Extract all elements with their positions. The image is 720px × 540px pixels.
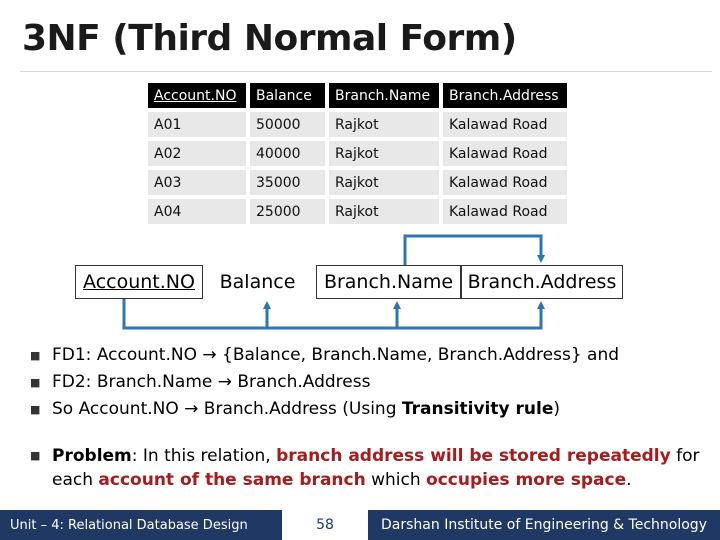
cell-branch-name: Rajkot bbox=[329, 141, 443, 166]
problem-statement bbox=[30, 444, 700, 492]
header-branch-address: Branch.Address bbox=[443, 83, 567, 108]
header-branch-name: Branch.Name bbox=[329, 83, 443, 108]
problem-label: Problem bbox=[52, 446, 132, 466]
header-balance: Balance bbox=[250, 83, 329, 108]
footer-page-number: 58 bbox=[282, 510, 368, 540]
list-item-fd3 bbox=[30, 396, 619, 423]
dep-attr-branch-name: Branch.Name bbox=[316, 265, 461, 299]
cell-branch-address: Kalawad Road bbox=[443, 170, 567, 195]
dep-attr-branch-address: Branch.Address bbox=[461, 265, 623, 299]
fd-list bbox=[30, 342, 619, 423]
dep-attr-balance: Balance bbox=[219, 271, 296, 293]
square-bullet-icon: ■ bbox=[30, 376, 41, 389]
cell-account-no: A02 bbox=[148, 141, 250, 166]
cell-branch-name: Rajkot bbox=[329, 199, 443, 224]
cell-balance: 50000 bbox=[250, 112, 329, 137]
problem-highlight-1: branch address will be stored repeatedly bbox=[276, 446, 671, 466]
footer-unit-title: Unit – 4: Relational Database Design bbox=[0, 510, 282, 540]
problem-text-1: : In this relation, bbox=[131, 446, 277, 466]
footer-institute: Darshan Institute of Engineering & Technology bbox=[368, 510, 720, 540]
cell-branch-address: Kalawad Road bbox=[443, 199, 567, 224]
list-item-fd1 bbox=[30, 342, 619, 369]
footer-bar bbox=[0, 510, 720, 540]
problem-text bbox=[30, 444, 700, 492]
problem-highlight-3: occupies more space bbox=[426, 470, 627, 490]
fd1-text: FD1: Account.NO → {Balance, Branch.Name, Branch.Address} and bbox=[52, 345, 620, 365]
cell-balance: 25000 bbox=[250, 199, 329, 224]
cell-branch-address: Kalawad Road bbox=[443, 141, 567, 166]
fd3-bold: Transitivity rule bbox=[401, 399, 554, 419]
cell-branch-address: Kalawad Road bbox=[443, 112, 567, 137]
problem-highlight-2: account of the same branch bbox=[98, 470, 366, 490]
dep-attr-account-no-label: Account.NO bbox=[83, 271, 195, 293]
cell-account-no: A03 bbox=[148, 170, 250, 195]
square-bullet-icon: ■ bbox=[30, 349, 41, 362]
fd3-suffix: ) bbox=[553, 399, 560, 419]
fd2-text: FD2: Branch.Name → Branch.Address bbox=[52, 372, 371, 392]
list-item-fd2 bbox=[30, 369, 619, 396]
header-account-no: Account.NO bbox=[148, 83, 250, 108]
square-bullet-icon: ■ bbox=[30, 449, 41, 462]
cell-account-no: A04 bbox=[148, 199, 250, 224]
fd1-arrow-line bbox=[124, 299, 541, 328]
cell-account-no: A01 bbox=[148, 112, 250, 137]
slide-title: 3NF (Third Normal Form) bbox=[22, 18, 517, 59]
square-bullet-icon: ■ bbox=[30, 403, 41, 416]
problem-text-2: for each bbox=[52, 446, 700, 490]
cell-branch-name: Rajkot bbox=[329, 170, 443, 195]
cell-branch-name: Rajkot bbox=[329, 112, 443, 137]
fd3-prefix: So Account.NO → Branch.Address (Using bbox=[52, 399, 402, 419]
problem-text-3: which bbox=[365, 470, 427, 490]
cell-balance: 40000 bbox=[250, 141, 329, 166]
cell-balance: 35000 bbox=[250, 170, 329, 195]
fd2-arrow-line bbox=[405, 236, 541, 265]
problem-text-4: . bbox=[626, 470, 632, 490]
